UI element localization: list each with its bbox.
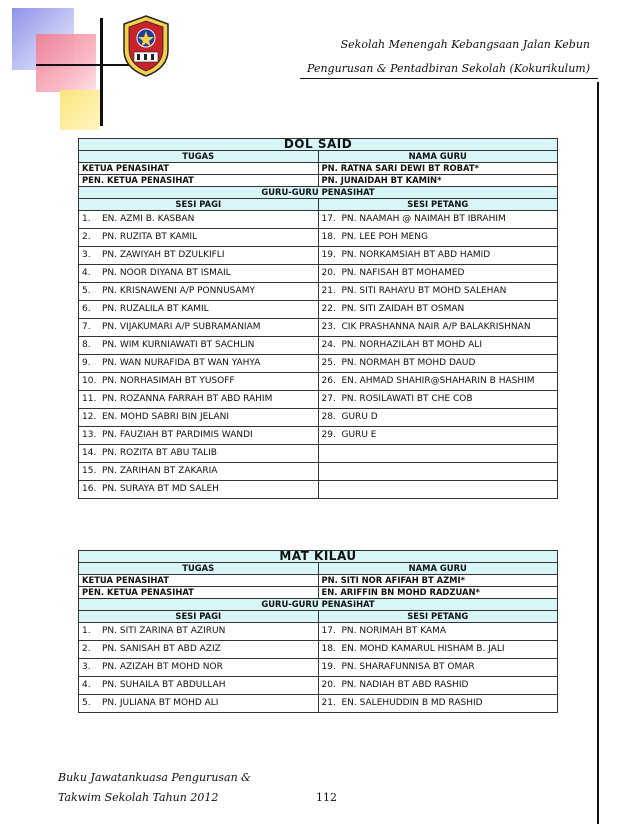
teacher-name: PN. SURAYA BT MD SALEH xyxy=(102,484,219,494)
table-row xyxy=(79,427,558,445)
pagi-teacher-cell xyxy=(79,391,319,409)
petang-teacher-cell xyxy=(318,623,558,641)
teacher-name: GURU D xyxy=(341,412,378,422)
petang-teacher-cell xyxy=(318,463,558,481)
teacher-name: EN. MOHD KAMARUL HISHAM B. JALI xyxy=(341,644,505,654)
pagi-teacher-cell xyxy=(79,283,319,301)
teacher-name: PN. RUZALILA BT KAMIL xyxy=(102,304,209,314)
teacher-name: PN. SANISAH BT ABD AZIZ xyxy=(102,644,221,654)
school-crest-logo xyxy=(120,14,172,78)
section-title: DOL SAID xyxy=(79,139,558,151)
teacher-name: PN. WAN NURAFIDA BT WAN YAHYA xyxy=(102,358,261,368)
sesi-pagi-heading: SESI PAGI xyxy=(79,199,319,211)
list-number: 17. xyxy=(321,214,336,224)
list-number: 2. xyxy=(82,644,91,654)
list-number: 1. xyxy=(82,626,91,636)
list-number: 5. xyxy=(82,286,91,296)
decor-vertical-line xyxy=(100,18,103,126)
table-row xyxy=(79,445,558,463)
sesi-petang-heading: SESI PETANG xyxy=(318,199,558,211)
pagi-teacher-cell xyxy=(79,445,319,463)
list-number: 12. xyxy=(82,412,97,422)
list-number: 4. xyxy=(82,268,91,278)
roster-table xyxy=(78,550,558,713)
section-mat-kilau xyxy=(78,550,558,713)
pagi-teacher-cell xyxy=(79,301,319,319)
table-row xyxy=(79,265,558,283)
teacher-list xyxy=(79,623,558,713)
petang-teacher-cell xyxy=(318,301,558,319)
pagi-teacher-cell xyxy=(79,247,319,265)
sesi-petang-heading: SESI PETANG xyxy=(318,611,558,623)
teacher-list xyxy=(79,211,558,499)
teacher-name: PN. SHARAFUNNISA BT OMAR xyxy=(341,662,475,672)
table-row xyxy=(79,373,558,391)
decor-square-pink xyxy=(36,34,96,92)
petang-teacher-cell xyxy=(318,247,558,265)
list-number: 10. xyxy=(82,376,97,386)
teacher-name: PN. VIJAKUMARI A/P SUBRAMANIAM xyxy=(102,322,261,332)
footer-book-subtitle: Takwim Sekolah Tahun 2012 xyxy=(58,791,219,804)
pagi-teacher-cell xyxy=(79,677,319,695)
col-header-tugas: TUGAS xyxy=(79,563,319,575)
table-row xyxy=(79,641,558,659)
list-number: 14. xyxy=(82,448,97,458)
table-row xyxy=(79,695,558,713)
table-row xyxy=(79,319,558,337)
table-row xyxy=(79,337,558,355)
teacher-name: PN. ROSILAWATI BT CHE COB xyxy=(341,394,473,404)
pagi-teacher-cell xyxy=(79,641,319,659)
header-department: Pengurusan & Pentadbiran Sekolah (Kokurikulum) xyxy=(307,62,590,75)
pagi-teacher-cell xyxy=(79,229,319,247)
list-number: 16. xyxy=(82,484,97,494)
list-number: 27. xyxy=(321,394,336,404)
list-number: 29. xyxy=(321,430,336,440)
col-header-tugas: TUGAS xyxy=(79,151,319,163)
teacher-name: PN. FAUZIAH BT PARDIMIS WANDI xyxy=(102,430,253,440)
advisors-heading: GURU-GURU PENASIHAT xyxy=(79,187,558,199)
teacher-name: PN. NORIMAH BT KAMA xyxy=(341,626,447,636)
header-school-name: Sekolah Menengah Kebangsaan Jalan Kebun xyxy=(340,38,590,51)
teacher-name: PN. NORKAMSIAH BT ABD HAMID xyxy=(341,250,491,260)
list-number: 5. xyxy=(82,698,91,708)
list-number: 26. xyxy=(321,376,336,386)
list-number: 15. xyxy=(82,466,97,476)
petang-teacher-cell xyxy=(318,211,558,229)
list-number: 4. xyxy=(82,680,91,690)
teacher-name: PN. WIM KURNIAWATI BT SACHLIN xyxy=(102,340,255,350)
pagi-teacher-cell xyxy=(79,409,319,427)
teacher-name: PN. KRISNAWENI A/P PONNUSAMY xyxy=(102,286,255,296)
table-row xyxy=(79,391,558,409)
roster-table xyxy=(78,138,558,499)
teacher-name: PN. JULIANA BT MOHD ALI xyxy=(102,698,219,708)
petang-teacher-cell xyxy=(318,409,558,427)
teacher-name: PN. SITI ZARINA BT AZIRUN xyxy=(102,626,226,636)
list-number: 24. xyxy=(321,340,336,350)
footer-book-title: Buku Jawatankuasa Pengurusan & xyxy=(58,771,251,784)
role-label: PEN. KETUA PENASIHAT xyxy=(79,175,319,187)
list-number: 1. xyxy=(82,214,91,224)
role-label: PEN. KETUA PENASIHAT xyxy=(79,587,319,599)
teacher-name: PN. NORMAH BT MOHD DAUD xyxy=(341,358,476,368)
list-number: 19. xyxy=(321,662,336,672)
petang-teacher-cell xyxy=(318,641,558,659)
petang-teacher-cell xyxy=(318,337,558,355)
list-number: 23. xyxy=(321,322,336,332)
table-row xyxy=(79,355,558,373)
pagi-teacher-cell xyxy=(79,695,319,713)
list-number: 3. xyxy=(82,662,91,672)
pagi-teacher-cell xyxy=(79,463,319,481)
teacher-name: PN. NADIAH BT ABD RASHID xyxy=(341,680,469,690)
list-number: 21. xyxy=(321,286,336,296)
pagi-teacher-cell xyxy=(79,623,319,641)
role-label: KETUA PENASIHAT xyxy=(79,575,319,587)
table-row xyxy=(79,211,558,229)
teacher-name: PN. ZARIHAN BT ZAKARIA xyxy=(102,466,218,476)
petang-teacher-cell xyxy=(318,445,558,463)
teacher-name: PN. ROZANNA FARRAH BT ABD RAHIM xyxy=(102,394,273,404)
table-row xyxy=(79,481,558,499)
teacher-name: PN. NORHAZILAH BT MOHD ALI xyxy=(341,340,482,350)
table-row xyxy=(79,463,558,481)
teacher-name: PN. ROZITA BT ABU TALIB xyxy=(102,448,217,458)
list-number: 19. xyxy=(321,250,336,260)
role-label: KETUA PENASIHAT xyxy=(79,163,319,175)
teacher-name: PN. ZAWIYAH BT DZULKIFLI xyxy=(102,250,225,260)
pagi-teacher-cell xyxy=(79,211,319,229)
teacher-name: GURU E xyxy=(341,430,377,440)
role-name: PN. SITI NOR AFIFAH BT AZMI* xyxy=(318,575,558,587)
role-name: EN. ARIFFIN BN MOHD RADZUAN* xyxy=(318,587,558,599)
petang-teacher-cell xyxy=(318,427,558,445)
table-row xyxy=(79,409,558,427)
petang-teacher-cell xyxy=(318,677,558,695)
petang-teacher-cell xyxy=(318,265,558,283)
list-number: 7. xyxy=(82,322,91,332)
teacher-name: CIK PRASHANNA NAIR A/P BALAKRISHNAN xyxy=(341,322,531,332)
page-right-rule xyxy=(597,82,599,824)
teacher-name: PN. NOOR DIYANA BT ISMAIL xyxy=(102,268,231,278)
teacher-name: EN. SALEHUDDIN B MD RASHID xyxy=(341,698,483,708)
pagi-teacher-cell xyxy=(79,481,319,499)
petang-teacher-cell xyxy=(318,373,558,391)
list-number: 18. xyxy=(321,644,336,654)
teacher-name: EN. MOHD SABRI BIN JELANI xyxy=(102,412,230,422)
pagi-teacher-cell xyxy=(79,337,319,355)
petang-teacher-cell xyxy=(318,355,558,373)
list-number: 9. xyxy=(82,358,91,368)
teacher-name: PN. SITI RAHAYU BT MOHD SALEHAN xyxy=(341,286,507,296)
teacher-name: PN. NORHASIMAH BT YUSOFF xyxy=(102,376,235,386)
list-number: 8. xyxy=(82,340,91,350)
list-number: 18. xyxy=(321,232,336,242)
teacher-name: EN. AHMAD SHAHIR@SHAHARIN B HASHIM xyxy=(341,376,535,386)
pagi-teacher-cell xyxy=(79,265,319,283)
table-row xyxy=(79,623,558,641)
list-number: 3. xyxy=(82,250,91,260)
list-number: 20. xyxy=(321,680,336,690)
list-number: 2. xyxy=(82,232,91,242)
section-dol-said xyxy=(78,138,558,499)
petang-teacher-cell xyxy=(318,481,558,499)
header-underline xyxy=(300,78,598,79)
pagi-teacher-cell xyxy=(79,427,319,445)
pagi-teacher-cell xyxy=(79,355,319,373)
table-row xyxy=(79,659,558,677)
page-number: 112 xyxy=(316,791,337,804)
teacher-name: PN. RUZITA BT KAMIL xyxy=(102,232,198,242)
teacher-name: PN. SUHAILA BT ABDULLAH xyxy=(102,680,226,690)
teacher-name: EN. AZMI B. KASBAN xyxy=(102,214,195,224)
list-number: 20. xyxy=(321,268,336,278)
table-row xyxy=(79,677,558,695)
petang-teacher-cell xyxy=(318,229,558,247)
list-number: 28. xyxy=(321,412,336,422)
col-header-nama-guru: NAMA GURU xyxy=(318,151,558,163)
petang-teacher-cell xyxy=(318,391,558,409)
decor-square-yellow xyxy=(60,90,100,130)
list-number: 11. xyxy=(82,394,97,404)
table-row xyxy=(79,247,558,265)
teacher-name: PN. LEE POH MENG xyxy=(341,232,428,242)
list-number: 25. xyxy=(321,358,336,368)
sesi-pagi-heading: SESI PAGI xyxy=(79,611,319,623)
teacher-name: PN. AZIZAH BT MOHD NOR xyxy=(102,662,223,672)
list-number: 13. xyxy=(82,430,97,440)
teacher-name: PN. SITI ZAIDAH BT OSMAN xyxy=(341,304,465,314)
pagi-teacher-cell xyxy=(79,319,319,337)
role-name: PN. JUNAIDAH BT KAMIN* xyxy=(318,175,558,187)
section-title: MAT KILAU xyxy=(79,551,558,563)
list-number: 21. xyxy=(321,698,336,708)
teacher-name: PN. NAAMAH @ NAIMAH BT IBRAHIM xyxy=(341,214,506,224)
petang-teacher-cell xyxy=(318,283,558,301)
role-name: PN. RATNA SARI DEWI BT ROBAT* xyxy=(318,163,558,175)
list-number: 17. xyxy=(321,626,336,636)
col-header-nama-guru: NAMA GURU xyxy=(318,563,558,575)
teacher-name: PN. NAFISAH BT MOHAMED xyxy=(341,268,465,278)
table-row xyxy=(79,283,558,301)
pagi-teacher-cell xyxy=(79,373,319,391)
list-number: 22. xyxy=(321,304,336,314)
table-row xyxy=(79,229,558,247)
pagi-teacher-cell xyxy=(79,659,319,677)
petang-teacher-cell xyxy=(318,319,558,337)
table-row xyxy=(79,301,558,319)
petang-teacher-cell xyxy=(318,695,558,713)
list-number: 6. xyxy=(82,304,91,314)
advisors-heading: GURU-GURU PENASIHAT xyxy=(79,599,558,611)
petang-teacher-cell xyxy=(318,659,558,677)
